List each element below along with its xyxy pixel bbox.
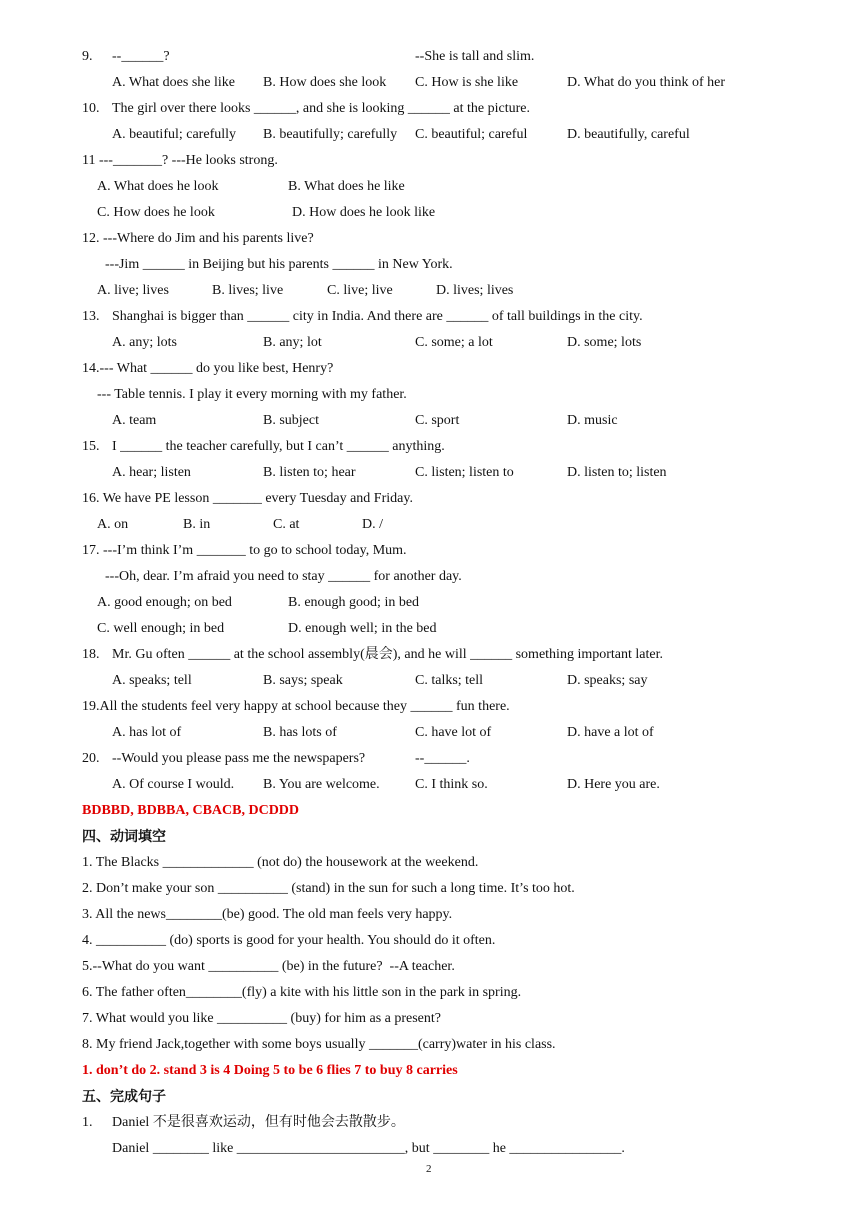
q13-option-c: C. some; a lot bbox=[415, 335, 493, 350]
q20-reply: --______. bbox=[415, 751, 470, 766]
q18-option-c: C. talks; tell bbox=[415, 673, 484, 688]
verb-item-5: 5.--What do you want __________ (be) in the future? --A teacher. bbox=[82, 959, 455, 974]
verb-item-7: 7. What would you like __________ (buy) for him as a present? bbox=[82, 1011, 442, 1026]
sentence-1-english: Daniel ________ like ________________________, but ________ he ________________. bbox=[112, 1141, 625, 1156]
q12-stem: 12. ---Where do Jim and his parents live? bbox=[82, 231, 314, 246]
q9-stem: --______? bbox=[112, 49, 170, 64]
section5-title: 五、完成句子 bbox=[82, 1089, 166, 1105]
q11-option-a: A. What does he look bbox=[97, 179, 219, 194]
q13-number: 13. bbox=[82, 309, 100, 324]
verb-answer-key: 1. don’t do 2. stand 3 is 4 Doing 5 to be 6 flies 7 to buy 8 carries bbox=[82, 1063, 458, 1078]
q16-option-b: B. in bbox=[183, 517, 211, 532]
q10-option-c: C. beautiful; careful bbox=[415, 127, 528, 142]
q18-option-a: A. speaks; tell bbox=[112, 673, 192, 688]
q17-stem: 17. ---I’m think I’m _______ to go to school today, Mum. bbox=[82, 543, 407, 558]
q13-option-b: B. any; lot bbox=[263, 335, 322, 350]
q11-option-b: B. What does he like bbox=[288, 179, 405, 194]
q9-reply: --She is tall and slim. bbox=[415, 49, 535, 64]
q15-option-d: D. listen to; listen bbox=[567, 465, 667, 480]
q19-option-d: D. have a lot of bbox=[567, 725, 654, 740]
q11-option-c: C. How does he look bbox=[97, 205, 215, 220]
q14-option-d: D. music bbox=[567, 413, 618, 428]
mc-answer-key: BDBBD, BDBBA, CBACB, DCDDD bbox=[82, 803, 300, 818]
q15-option-a: A. hear; listen bbox=[112, 465, 191, 480]
q12-option-d: D. lives; lives bbox=[436, 283, 514, 298]
q12-option-c: C. live; live bbox=[327, 283, 393, 298]
q11-option-d: D. How does he look like bbox=[292, 205, 436, 220]
q10-stem: The girl over there looks ______, and she is looking ______ at the picture. bbox=[112, 101, 530, 116]
q17-option-c: C. well enough; in bed bbox=[97, 621, 225, 636]
verb-item-1: 1. The Blacks _____________ (not do) the housework at the weekend. bbox=[82, 855, 479, 870]
q10-option-a: A. beautiful; carefully bbox=[112, 127, 237, 142]
q19-option-a: A. has lot of bbox=[112, 725, 182, 740]
q20-option-c: C. I think so. bbox=[415, 777, 488, 792]
q19-option-c: C. have lot of bbox=[415, 725, 492, 740]
q9-option-b: B. How does she look bbox=[263, 75, 387, 90]
q14-stem: 14.--- What ______ do you like best, Henry? bbox=[82, 361, 334, 376]
verb-item-2: 2. Don’t make your son __________ (stand) in the sun for such a long time. It’s too hot. bbox=[82, 881, 575, 896]
q17-reply: ---Oh, dear. I’m afraid you need to stay ______ for another day. bbox=[105, 569, 462, 584]
q10-option-d: D. beautifully, careful bbox=[567, 127, 690, 142]
verb-item-3: 3. All the news________(be) good. The old man feels very happy. bbox=[82, 907, 453, 922]
q16-option-d: D. / bbox=[362, 517, 383, 532]
verb-item-8: 8. My friend Jack,together with some boys usually _______(carry)water in his class. bbox=[82, 1037, 556, 1052]
q9-number: 9. bbox=[82, 49, 93, 64]
q18-option-d: D. speaks; say bbox=[567, 673, 648, 688]
q19-stem: 19.All the students feel very happy at school because they ______ fun there. bbox=[82, 699, 510, 714]
q17-option-a: A. good enough; on bed bbox=[97, 595, 232, 610]
q12-option-b: B. lives; live bbox=[212, 283, 284, 298]
q20-option-b: B. You are welcome. bbox=[263, 777, 380, 792]
q15-number: 15. bbox=[82, 439, 100, 454]
page-number: 2 bbox=[426, 1163, 432, 1175]
q14-reply: --- Table tennis. I play it every morning with my father. bbox=[97, 387, 407, 402]
q13-stem: Shanghai is bigger than ______ city in India. And there are ______ of tall buildings in the city. bbox=[112, 309, 643, 324]
q9-option-c: C. How is she like bbox=[415, 75, 519, 90]
q18-stem: Mr. Gu often ______ at the school assembly(晨会), and he will ______ something important later. bbox=[112, 647, 663, 662]
q12-reply: ---Jim ______ in Beijing but his parents ______ in New York. bbox=[105, 257, 453, 272]
q14-option-c: C. sport bbox=[415, 413, 460, 428]
q14-option-b: B. subject bbox=[263, 413, 319, 428]
q13-option-a: A. any; lots bbox=[112, 335, 177, 350]
q17-option-d: D. enough well; in the bed bbox=[288, 621, 437, 636]
q9-option-a: A. What does she like bbox=[112, 75, 235, 90]
q11-stem: 11 ---_______? ---He looks strong. bbox=[82, 153, 278, 168]
q10-option-b: B. beautifully; carefully bbox=[263, 127, 398, 142]
q14-option-a: A. team bbox=[112, 413, 157, 428]
q20-option-d: D. Here you are. bbox=[567, 777, 660, 792]
q17-option-b: B. enough good; in bed bbox=[288, 595, 420, 610]
verb-item-6: 6. The father often________(fly) a kite with his little son in the park in spring. bbox=[82, 985, 522, 1000]
q15-option-c: C. listen; listen to bbox=[415, 465, 514, 480]
section4-title: 四、动词填空 bbox=[82, 829, 166, 845]
q20-option-a: A. Of course I would. bbox=[112, 777, 235, 792]
q20-number: 20. bbox=[82, 751, 100, 766]
verb-item-4: 4. __________ (do) sports is good for your health. You should do it often. bbox=[82, 933, 496, 948]
q13-option-d: D. some; lots bbox=[567, 335, 642, 350]
q18-option-b: B. says; speak bbox=[263, 673, 343, 688]
sentence-1-number: 1. bbox=[82, 1115, 93, 1130]
q16-stem: 16. We have PE lesson _______ every Tuesday and Friday. bbox=[82, 491, 413, 506]
q18-number: 18. bbox=[82, 647, 100, 662]
q19-option-b: B. has lots of bbox=[263, 725, 337, 740]
sentence-1-chinese: Daniel 不是很喜欢运动，但有时他会去散散步。 bbox=[112, 1115, 405, 1130]
q15-stem: I ______ the teacher carefully, but I can’t ______ anything. bbox=[112, 439, 445, 454]
q12-option-a: A. live; lives bbox=[97, 283, 169, 298]
q20-stem: --Would you please pass me the newspapers? bbox=[112, 751, 366, 766]
q15-option-b: B. listen to; hear bbox=[263, 465, 356, 480]
q16-option-a: A. on bbox=[97, 517, 129, 532]
q16-option-c: C. at bbox=[273, 517, 300, 532]
q10-number: 10. bbox=[82, 101, 100, 116]
q9-option-d: D. What do you think of her bbox=[567, 75, 725, 90]
